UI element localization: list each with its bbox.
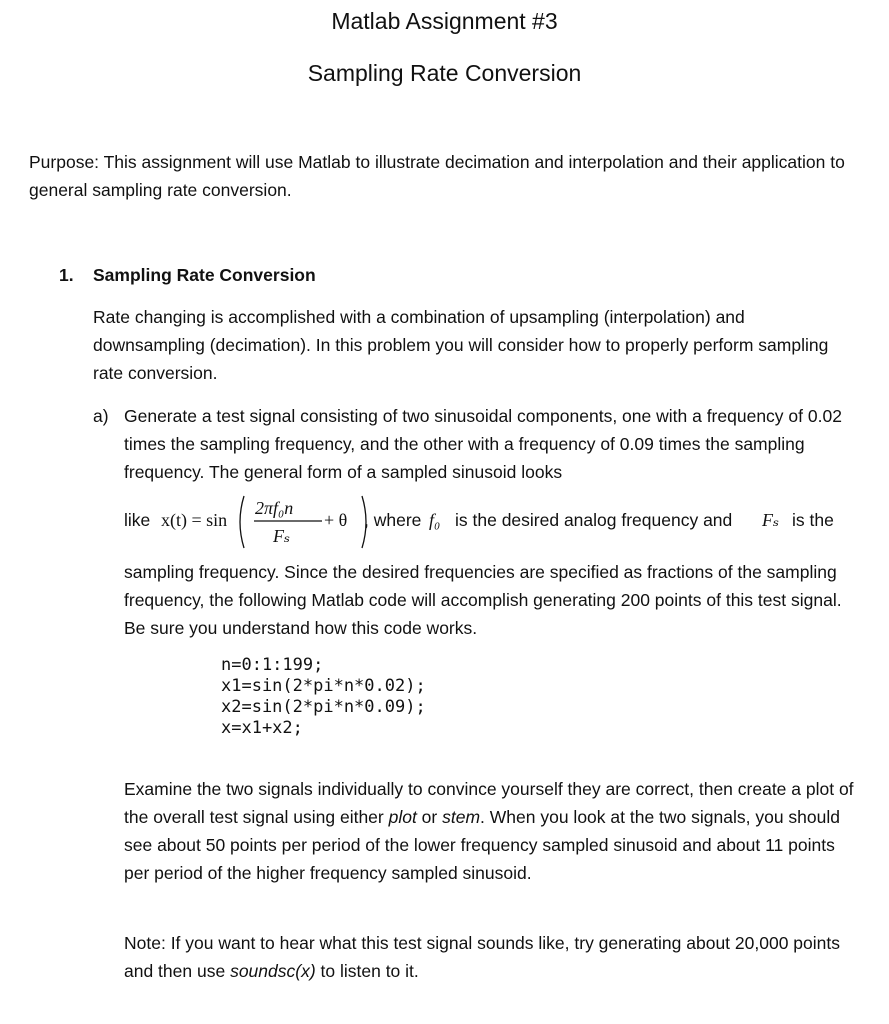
- eq-f0: f₀: [429, 510, 441, 530]
- eq-end-text: is the: [792, 510, 834, 530]
- eq-mid-text: is the desired analog frequency and: [455, 510, 733, 530]
- eq-denominator: Fₛ: [273, 526, 291, 546]
- code-line: x1=sin(2*pi*n*0.02);: [221, 676, 426, 696]
- eq-where: , where: [364, 510, 422, 530]
- code-line: x=x1+x2;: [221, 718, 303, 738]
- eq-fs: Fₛ: [762, 510, 780, 530]
- eq-plus-theta: + θ: [324, 510, 348, 530]
- examine-paragraph: [124, 775, 864, 887]
- note-text-b: to listen to it.: [315, 961, 419, 981]
- note-function: soundsc(x): [230, 961, 316, 981]
- eq-lhs: x(t) = sin: [161, 510, 228, 530]
- examine-stem-term: stem: [442, 807, 481, 827]
- sinusoid-equation: [124, 492, 864, 552]
- purpose-paragraph: Purpose: This assignment will use Matlab to illustrate decimation and interpolation and their application to general sampling rate conversion.: [29, 152, 845, 200]
- section-number: 1.: [59, 265, 74, 285]
- eq-numerator: 2πf₀n: [255, 498, 294, 518]
- code-line: x2=sin(2*pi*n*0.09);: [221, 697, 426, 717]
- item-a-paragraph: Generate a test signal consisting of two sinusoidal components, one with a frequency of 0.02 times the sampling frequency, and the other with a frequency of 0.09 times the sampling frequency. The general form of a sampled sinusoid looks: [124, 406, 842, 482]
- item-label: a): [93, 406, 109, 426]
- document-title: Matlab Assignment #3: [331, 8, 558, 34]
- section-heading: Sampling Rate Conversion: [93, 265, 316, 285]
- matlab-code-block: [221, 655, 426, 739]
- item-a-paragraph-2: sampling frequency. Since the desired frequencies are specified as fractions of the sampling frequency, the following Matlab code will accomplish generating 200 points of this test signal. Be sure you understand how this code works.: [124, 562, 842, 638]
- examine-text-a: Examine the two signals individually to convince yourself they are correct, then create a plot of the overall test signal using either: [124, 779, 854, 827]
- note-paragraph: [124, 929, 864, 985]
- eq-like-text: like: [124, 510, 151, 530]
- document-subtitle: Sampling Rate Conversion: [307, 60, 582, 86]
- examine-plot-term: plot: [388, 807, 417, 827]
- examine-or: or: [416, 807, 443, 827]
- note-text-a: Note: If you want to hear what this test signal sounds like, try generating about 20,000 points and then use: [124, 933, 840, 981]
- code-line: n=0:1:199;: [221, 655, 324, 675]
- examine-text-b: . When you look at the two signals, you should see about 50 points per period of the lower frequency sampled sinusoid and about 11 points per period of the higher frequency sampled sinusoid.: [124, 807, 840, 883]
- section-intro-paragraph: Rate changing is accomplished with a combination of upsampling (interpolation) and downsampling (decimation). In this problem you will consider how to properly perform sampling rate conversion.: [93, 307, 829, 383]
